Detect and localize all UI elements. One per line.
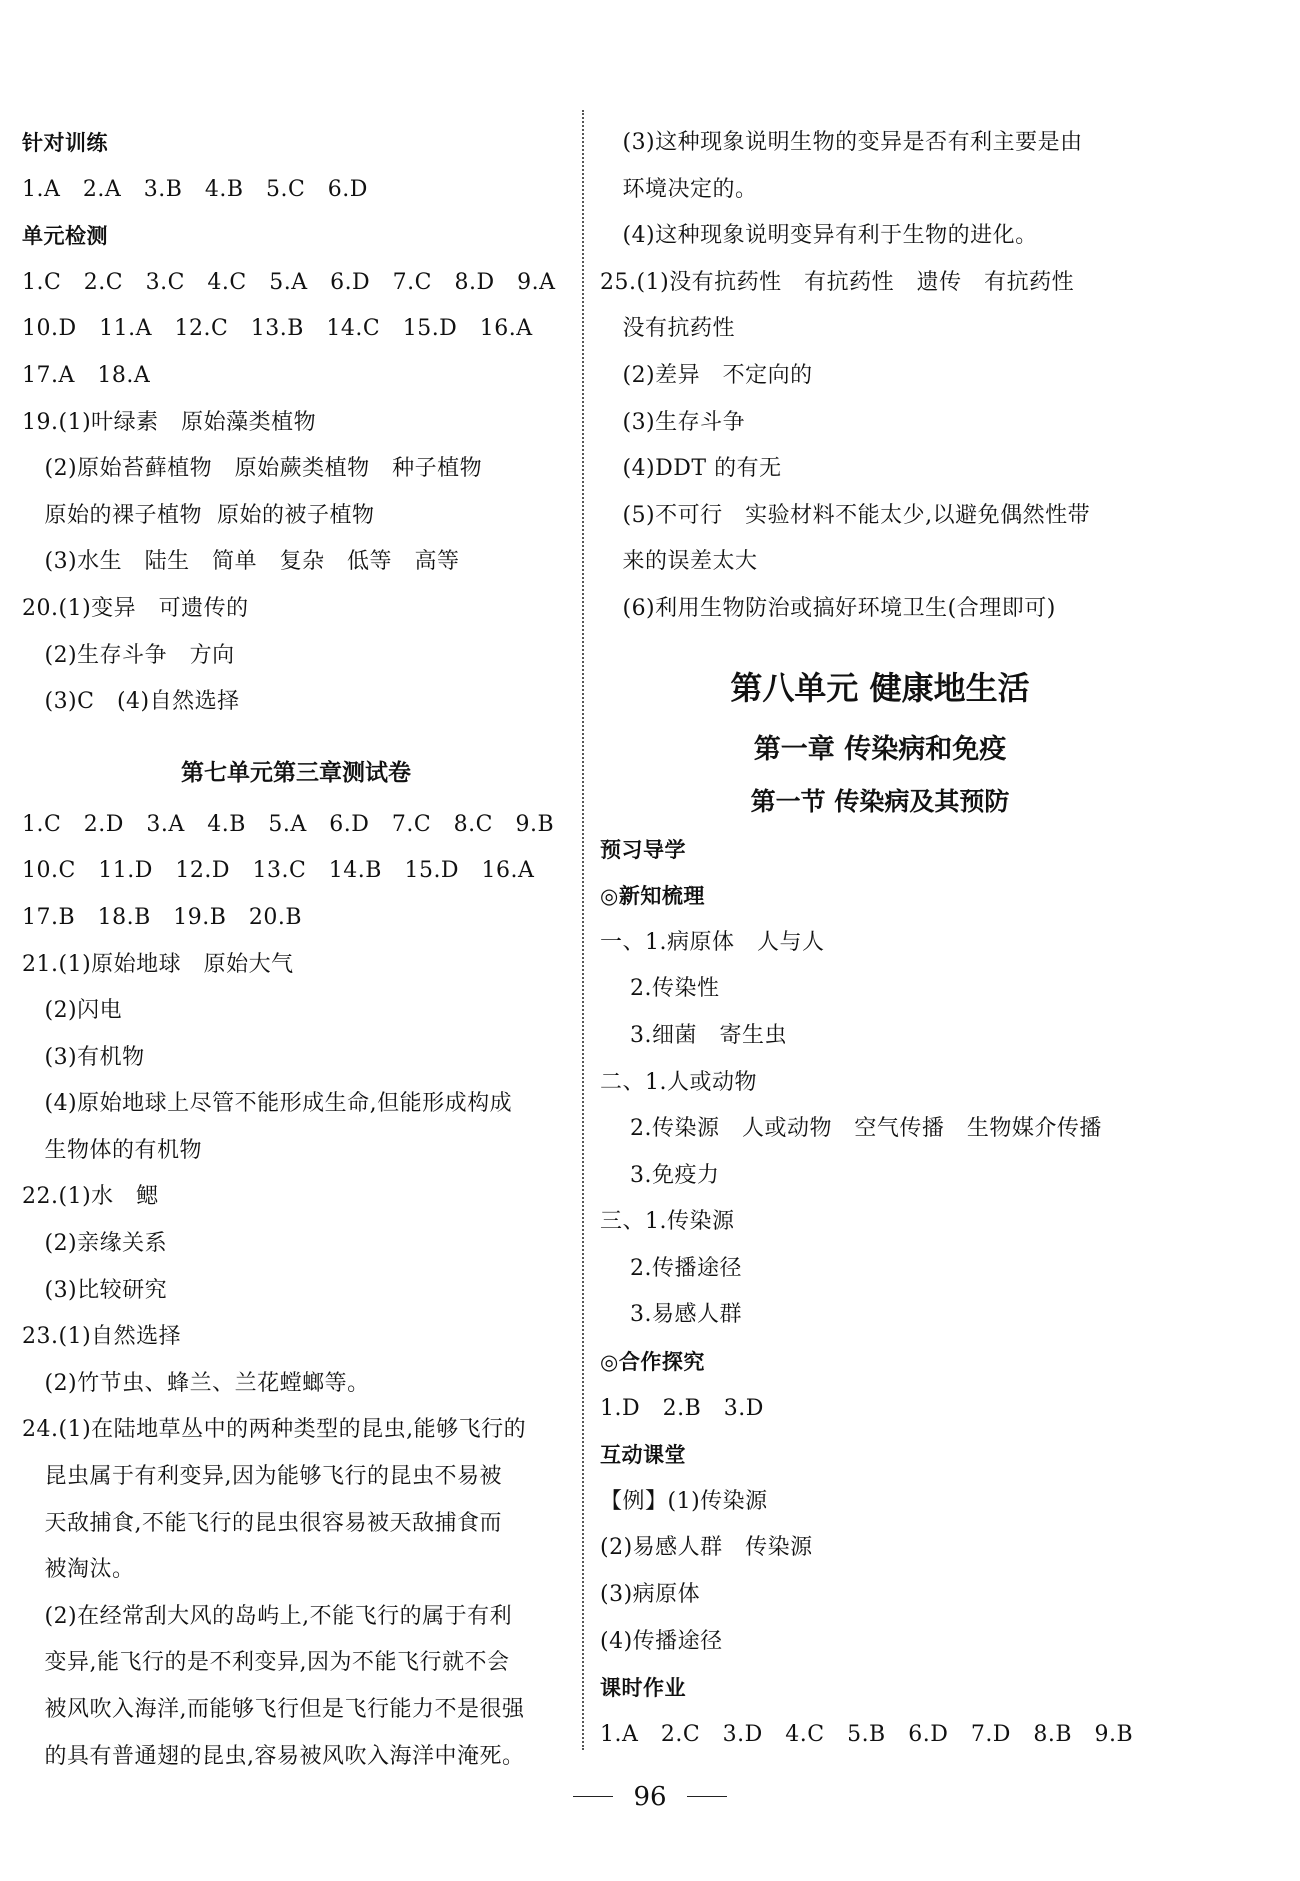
answer-line: 20.(1)变异 可遗传的 (22, 595, 249, 621)
section-heading: 针对训练 (22, 131, 108, 155)
answer-line: (4)这种现象说明变异有利于生物的进化。 (600, 223, 1038, 249)
answer-line: (3)生存斗争 (600, 409, 746, 435)
answer-line: (3)这种现象说明生物的变异是否有利主要是由 (600, 130, 1083, 155)
left-answers-block-2 (22, 802, 570, 1780)
answer-line: (4)原始地球上尽管不能形成生命,但能形成构成 (22, 1091, 513, 1117)
section-heading: 课时作业 (600, 1676, 686, 1701)
answer-line: 生物体的有机物 (22, 1137, 202, 1163)
answer-line: (3)比较研究 (22, 1277, 168, 1303)
left-answers-block-1 (22, 120, 570, 726)
answer-line: 3.细菌 寄生虫 (600, 1022, 787, 1048)
answer-line: (2)竹节虫、蜂兰、兰花螳螂等。 (22, 1370, 370, 1396)
answer-line: 二、1.人或动物 (600, 1069, 757, 1095)
chapter-test-title: 第七单元第三章测试卷 (181, 759, 411, 786)
answer-line: (4)DDT 的有无 (600, 456, 782, 482)
answer-line: 来的误差太大 (600, 549, 758, 575)
answer-line: 变异,能飞行的是不利变异,因为不能飞行就不会 (22, 1650, 510, 1676)
section-heading: ◎合作探究 (600, 1350, 705, 1375)
answer-line: 23.(1)自然选择 (22, 1324, 182, 1350)
right-answers-block-1 (600, 120, 1160, 633)
answer-line: 一、1.病原体 人与人 (600, 929, 825, 955)
answer-line: (2)闪电 (22, 998, 123, 1024)
answer-line: 3.易感人群 (600, 1302, 742, 1328)
dash-left (573, 1796, 613, 1797)
answer-line: 环境决定的。 (600, 176, 758, 202)
answer-line: 没有抗药性 (600, 316, 735, 342)
answer-line: 1.A 2.A 3.B 4.B 5.C 6.D (22, 176, 368, 202)
right-column (600, 120, 1160, 1758)
answer-line: (2)在经常刮大风的岛屿上,不能飞行的属于有利 (22, 1603, 513, 1629)
answer-line: 天敌捕食,不能飞行的昆虫很容易被天敌捕食而 (22, 1510, 502, 1536)
column-divider (582, 110, 584, 1750)
answer-line: 21.(1)原始地球 原始大气 (22, 951, 294, 977)
answer-line: (2)易感人群 传染源 (600, 1535, 813, 1561)
answer-line: 3.免疫力 (600, 1162, 720, 1188)
answer-line: 三、1.传染源 (600, 1209, 735, 1235)
section-heading: 互动课堂 (600, 1443, 686, 1468)
dash-right (687, 1796, 727, 1797)
answer-line: (5)不可行 实验材料不能太少,以避免偶然性带 (600, 502, 1091, 528)
answer-line: 17.B 18.B 19.B 20.B (22, 904, 303, 930)
answer-line: 原始的裸子植物 原始的被子植物 (22, 502, 375, 528)
answer-line: 1.C 2.D 3.A 4.B 5.A 6.D 7.C 8.C 9.B (22, 811, 555, 837)
chapter-title: 第一章 传染病和免疫 (753, 733, 1007, 765)
answer-line: (3)病原体 (600, 1582, 701, 1608)
answer-line: 22.(1)水 鳃 (22, 1184, 159, 1210)
left-column (22, 120, 570, 1780)
answer-line: 10.D 11.A 12.C 13.B 14.C 15.D 16.A (22, 316, 533, 342)
page-number: 96 (633, 1781, 667, 1812)
section-heading: 预习导学 (600, 837, 686, 862)
answer-line: 24.(1)在陆地草丛中的两种类型的昆虫,能够飞行的 (22, 1417, 527, 1443)
section-title: 第一节 传染病及其预防 (750, 786, 1010, 816)
answer-line: 2.传染性 (600, 976, 720, 1002)
answer-line: 的具有普通翅的昆虫,容易被风吹入海洋中淹死。 (22, 1743, 525, 1769)
answer-line: (6)利用生物防治或搞好环境卫生(合理即可) (600, 595, 1056, 621)
answer-line: (2)原始苔藓植物 原始蕨类植物 种子植物 (22, 456, 483, 482)
unit-title: 第八单元 健康地生活 (730, 668, 1030, 707)
answer-line: (2)亲缘关系 (22, 1231, 168, 1257)
answer-line: 2.传播途径 (600, 1255, 742, 1281)
answer-line: 1.D 2.B 3.D (600, 1395, 764, 1421)
answer-line: (3)有机物 (22, 1044, 145, 1070)
answer-line: 被淘汰。 (22, 1557, 135, 1583)
answer-line: (2)差异 不定向的 (600, 362, 813, 388)
section-heading: 单元检测 (22, 224, 108, 249)
answer-line: 被风吹入海洋,而能够飞行但是飞行能力不是很强 (22, 1697, 525, 1722)
answer-line: 1.C 2.C 3.C 4.C 5.A 6.D 7.C 8.D 9.A (22, 269, 556, 295)
answer-line: 1.A 2.C 3.D 4.C 5.B 6.D 7.D 8.B 9.B (600, 1721, 1134, 1747)
answer-line: 10.C 11.D 12.D 13.C 14.B 15.D 16.A (22, 858, 535, 884)
answer-line: 昆虫属于有利变异,因为能够飞行的昆虫不易被 (22, 1464, 502, 1490)
answer-line: (2)生存斗争 方向 (22, 642, 235, 668)
answer-line: 17.A 18.A (22, 362, 151, 388)
right-answers-block-2 (600, 827, 1160, 1759)
section-heading: ◎新知梳理 (600, 884, 705, 909)
answer-line: (4)传播途径 (600, 1628, 723, 1654)
answer-line: (3)C (4)自然选择 (22, 689, 240, 715)
answer-line: (3)水生 陆生 简单 复杂 低等 高等 (22, 549, 460, 575)
answer-line: 【例】(1)传染源 (600, 1488, 768, 1514)
answer-line: 25.(1)没有抗药性 有抗药性 遗传 有抗药性 (600, 269, 1075, 295)
answer-line: 19.(1)叶绿素 原始藻类植物 (22, 409, 317, 435)
page-number-footer (0, 1774, 1300, 1812)
answer-line: 2.传染源 人或动物 空气传播 生物媒介传播 (600, 1116, 1102, 1142)
